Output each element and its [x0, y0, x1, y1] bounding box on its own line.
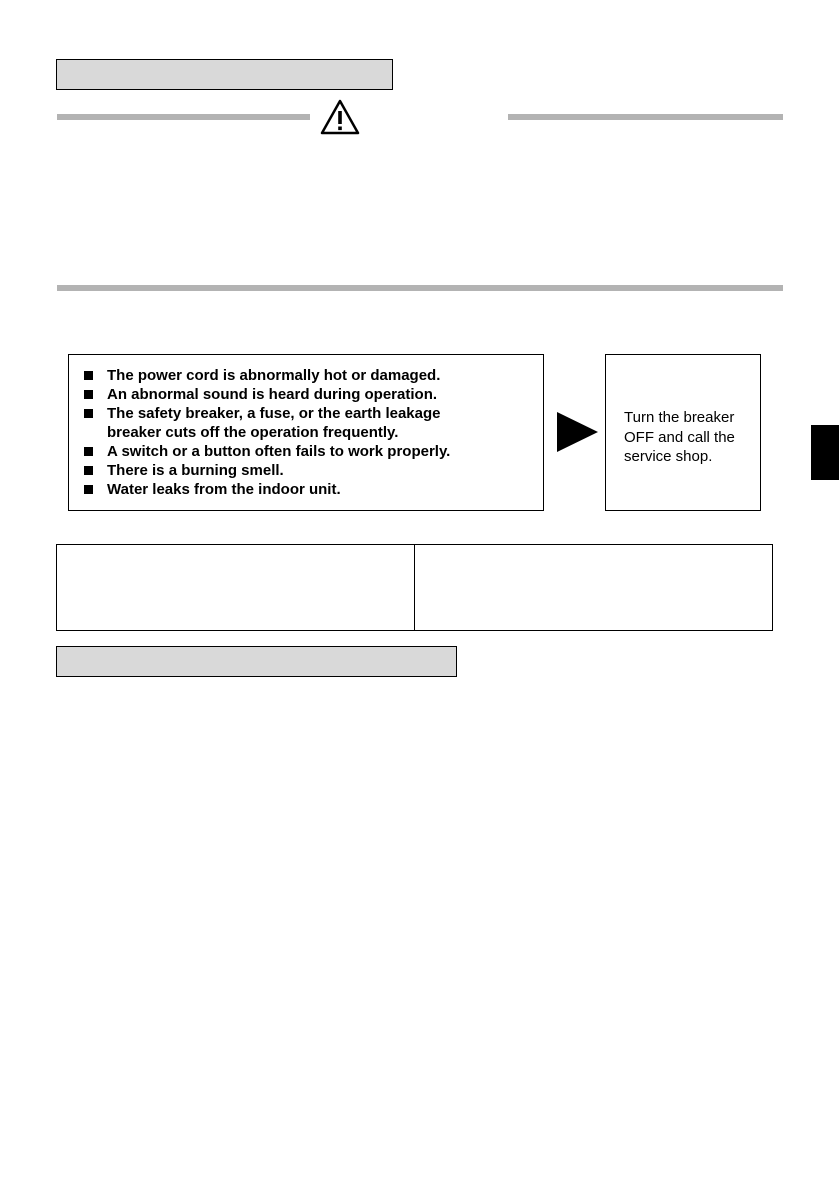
caution-rule-left — [57, 114, 310, 120]
list-item — [69, 404, 477, 442]
warning-triangle-icon — [319, 98, 361, 136]
section-divider-rule — [57, 285, 783, 291]
action-text: Turn the breaker OFF and call the service shop. — [624, 409, 735, 465]
condition-text: An abnormal sound is heard during operation. — [107, 386, 438, 403]
condition-text: The safety breaker, a fuse, or the earth leakage breaker cuts off the operation frequently. — [107, 405, 441, 441]
action-box — [605, 354, 761, 511]
two-column-table — [56, 544, 773, 631]
caution-rule-right — [508, 114, 783, 120]
square-bullet-icon — [84, 409, 93, 418]
list-item — [69, 442, 539, 461]
section-header-bar-top — [56, 59, 393, 90]
conditions-list — [69, 366, 539, 499]
arrow-right-icon — [557, 412, 598, 452]
square-bullet-icon — [84, 447, 93, 456]
list-item — [69, 480, 539, 499]
list-item — [69, 366, 539, 385]
table-column-divider — [414, 545, 415, 630]
condition-text: Water leaks from the indoor unit. — [107, 481, 341, 498]
square-bullet-icon — [84, 371, 93, 380]
condition-text: There is a burning smell. — [107, 462, 284, 479]
list-item — [69, 385, 539, 404]
condition-text: A switch or a button often fails to work properly. — [107, 443, 451, 460]
list-item — [69, 461, 539, 480]
page-tab-marker — [811, 425, 839, 480]
square-bullet-icon — [84, 466, 93, 475]
condition-text: The power cord is abnormally hot or damaged. — [107, 367, 441, 384]
square-bullet-icon — [84, 485, 93, 494]
square-bullet-icon — [84, 390, 93, 399]
conditions-box — [68, 354, 544, 511]
section-header-bar-lower — [56, 646, 457, 677]
